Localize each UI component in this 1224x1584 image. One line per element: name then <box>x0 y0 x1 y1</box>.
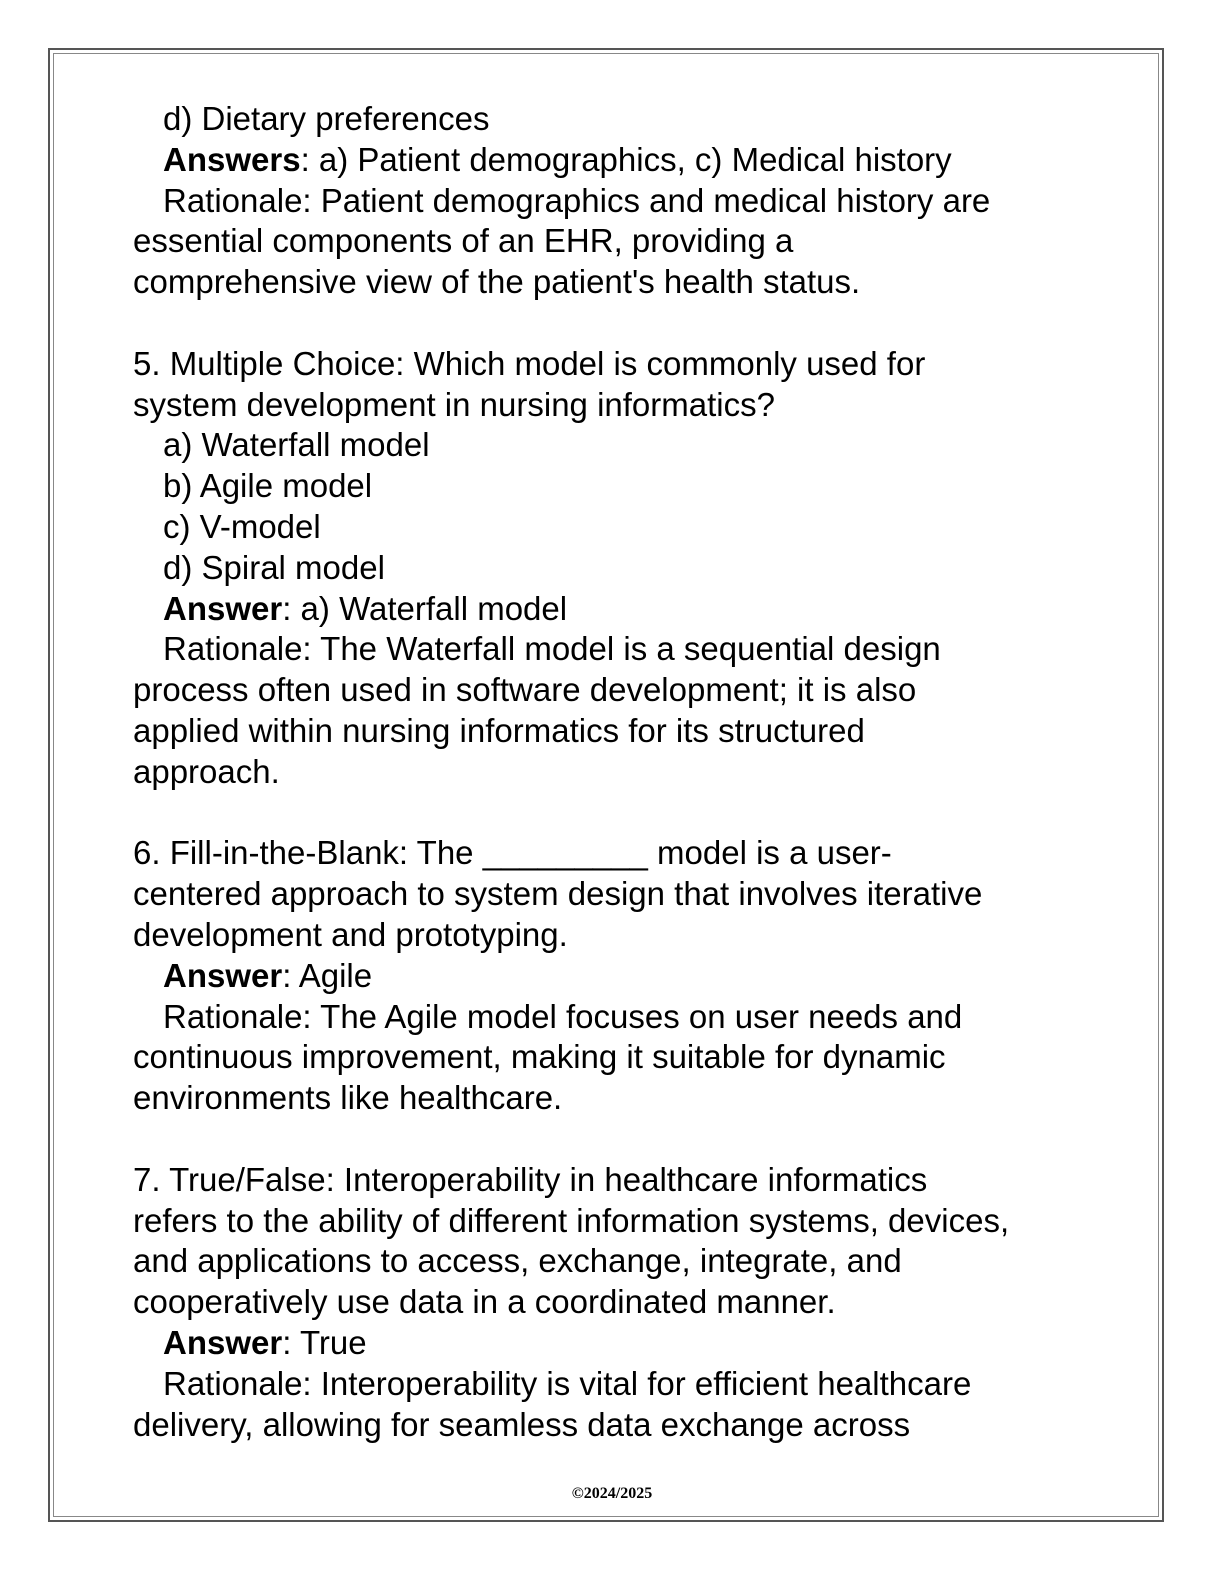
q6-rationale-line: environments like healthcare. <box>133 1079 563 1117</box>
q4-rationale-line: comprehensive view of the patient's health status. <box>133 263 861 301</box>
q7-question-line: cooperatively use data in a coordinated manner. <box>133 1283 836 1321</box>
q5-answer <box>133 589 1113 630</box>
q6-question-line: 6. Fill-in-the-Blank: The _________ model is a user- <box>133 834 892 872</box>
q5-rationale-line: Rationale: The Waterfall model is a sequential design <box>163 630 941 668</box>
answer-label: Answer <box>163 956 283 994</box>
q5-rationale-line: applied within nursing informatics for its structured <box>133 711 865 749</box>
q4-rationale-line: essential components of an EHR, providing a <box>133 222 794 260</box>
q5-option-d: d) Spiral model <box>163 548 385 586</box>
q7-question-line: 7. True/False: Interoperability in healthcare informatics <box>133 1160 928 1198</box>
answer-label: Answer <box>163 1323 283 1361</box>
q4-answer <box>133 140 1113 181</box>
q6-rationale-line: continuous improvement, making it suitable for dynamic <box>133 1038 946 1076</box>
q5-option-b: b) Agile model <box>163 467 373 505</box>
q5-rationale-line: approach. <box>133 752 280 790</box>
q5-option-c: c) V-model <box>163 507 321 545</box>
page-content <box>133 99 1113 1445</box>
q7-rationale-line: delivery, allowing for seamless data exchange across <box>133 1405 911 1443</box>
answer-text: : Agile <box>282 956 373 994</box>
q5-question-line: system development in nursing informatics? <box>133 385 775 423</box>
q6-question-line: development and prototyping. <box>133 915 568 953</box>
answer-label: Answers <box>163 140 301 178</box>
q7-question-line: refers to the ability of different information systems, devices, <box>133 1201 1010 1239</box>
q4-rationale-line: Rationale: Patient demographics and medical history are <box>163 181 991 219</box>
q7-answer <box>133 1323 1113 1364</box>
spacer <box>133 793 1113 834</box>
q5-option-a: a) Waterfall model <box>163 426 430 464</box>
q6-question-line: centered approach to system design that involves iterative <box>133 875 983 913</box>
q5-rationale-line: process often used in software development; it is also <box>133 671 917 709</box>
spacer <box>133 1119 1113 1160</box>
q6-answer <box>133 956 1113 997</box>
q6-rationale-line: Rationale: The Agile model focuses on user needs and <box>163 997 963 1035</box>
copyright-footer: ©2024/2025 <box>571 1485 653 1502</box>
answer-text: : a) Waterfall model <box>282 589 568 627</box>
q7-rationale-line: Rationale: Interoperability is vital for efficient healthcare <box>163 1364 972 1402</box>
spacer <box>133 303 1113 344</box>
answer-text: : True <box>282 1323 367 1361</box>
q4-option-d: d) Dietary preferences <box>163 100 490 137</box>
q5-question-line: 5. Multiple Choice: Which model is commonly used for <box>133 344 926 382</box>
answer-label: Answer <box>163 589 283 627</box>
answer-text: : a) Patient demographics, c) Medical history <box>300 140 952 178</box>
q7-question-line: and applications to access, exchange, integrate, and <box>133 1242 902 1280</box>
